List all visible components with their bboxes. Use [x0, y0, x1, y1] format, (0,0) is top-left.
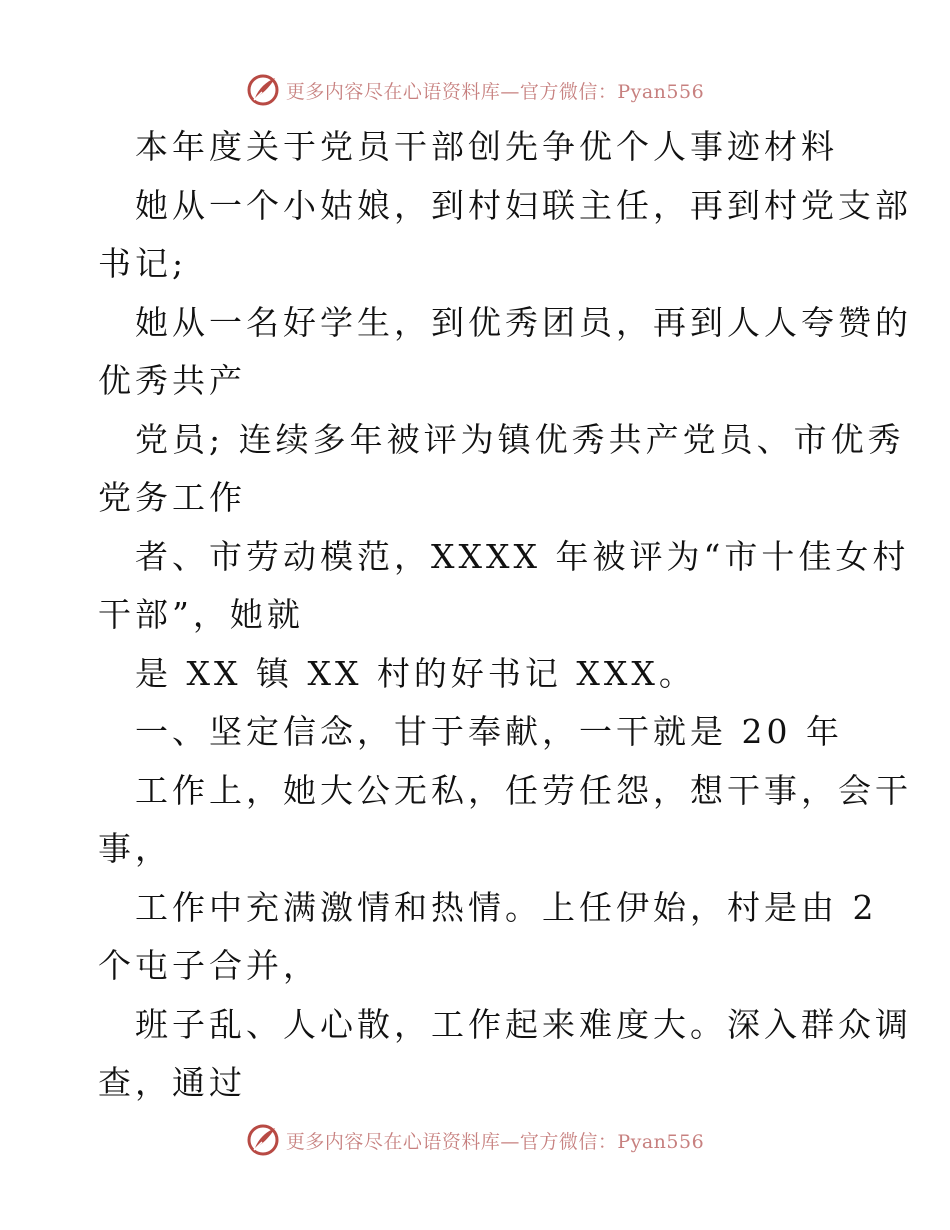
- document-line: 者、市劳动模范，XXXX 年被评为“市十佳女村: [135, 536, 910, 576]
- document-line: 她从一个小姑娘，到村妇联主任，再到村党支部: [135, 185, 912, 225]
- document-line: 工作上，她大公无私，任劳任怨，想干事，会干: [135, 770, 912, 810]
- document-line: 党务工作: [98, 478, 246, 517]
- document-line: 本年度关于党员干部创先争优个人事迹材料: [135, 127, 838, 166]
- document-line: 她从一名好学生，到优秀团员，再到人人夸赞的: [135, 302, 912, 342]
- document-line: 党员; 连续多年被评为镇优秀共产党员、市优秀: [135, 419, 905, 459]
- feather-pen-logo-icon: [246, 73, 280, 107]
- document-line: 个屯子合并，: [98, 946, 320, 985]
- document-line: 干部”，她就: [98, 595, 304, 634]
- document-line: 事，: [98, 829, 172, 868]
- document-line: 查，通过: [98, 1063, 246, 1102]
- watermark-wechat-id: Pyan556: [617, 1130, 705, 1153]
- document-line: 优秀共产: [98, 361, 246, 400]
- watermark-text: 更多内容尽在心语资料库—官方微信：: [285, 80, 618, 103]
- feather-pen-logo-icon: [246, 1123, 280, 1157]
- document-line: 工作中充满激情和热情。上任伊始，村是由 2: [135, 887, 878, 927]
- document-line: 一、坚定信念，甘于奉献，一干就是 20 年: [135, 712, 843, 751]
- watermark-wechat-id: Pyan556: [617, 80, 705, 103]
- watermark-footer: [0, 1120, 950, 1160]
- watermark-header: [0, 70, 950, 110]
- document-line: 是 XX 镇 XX 村的好书记 XXX。: [135, 653, 696, 693]
- document-line: 班子乱、人心散，工作起来难度大。深入群众调: [135, 1004, 912, 1044]
- document-body: [98, 118, 912, 1113]
- document-line: 书记;: [98, 244, 188, 283]
- watermark-text: 更多内容尽在心语资料库—官方微信：: [285, 1130, 618, 1153]
